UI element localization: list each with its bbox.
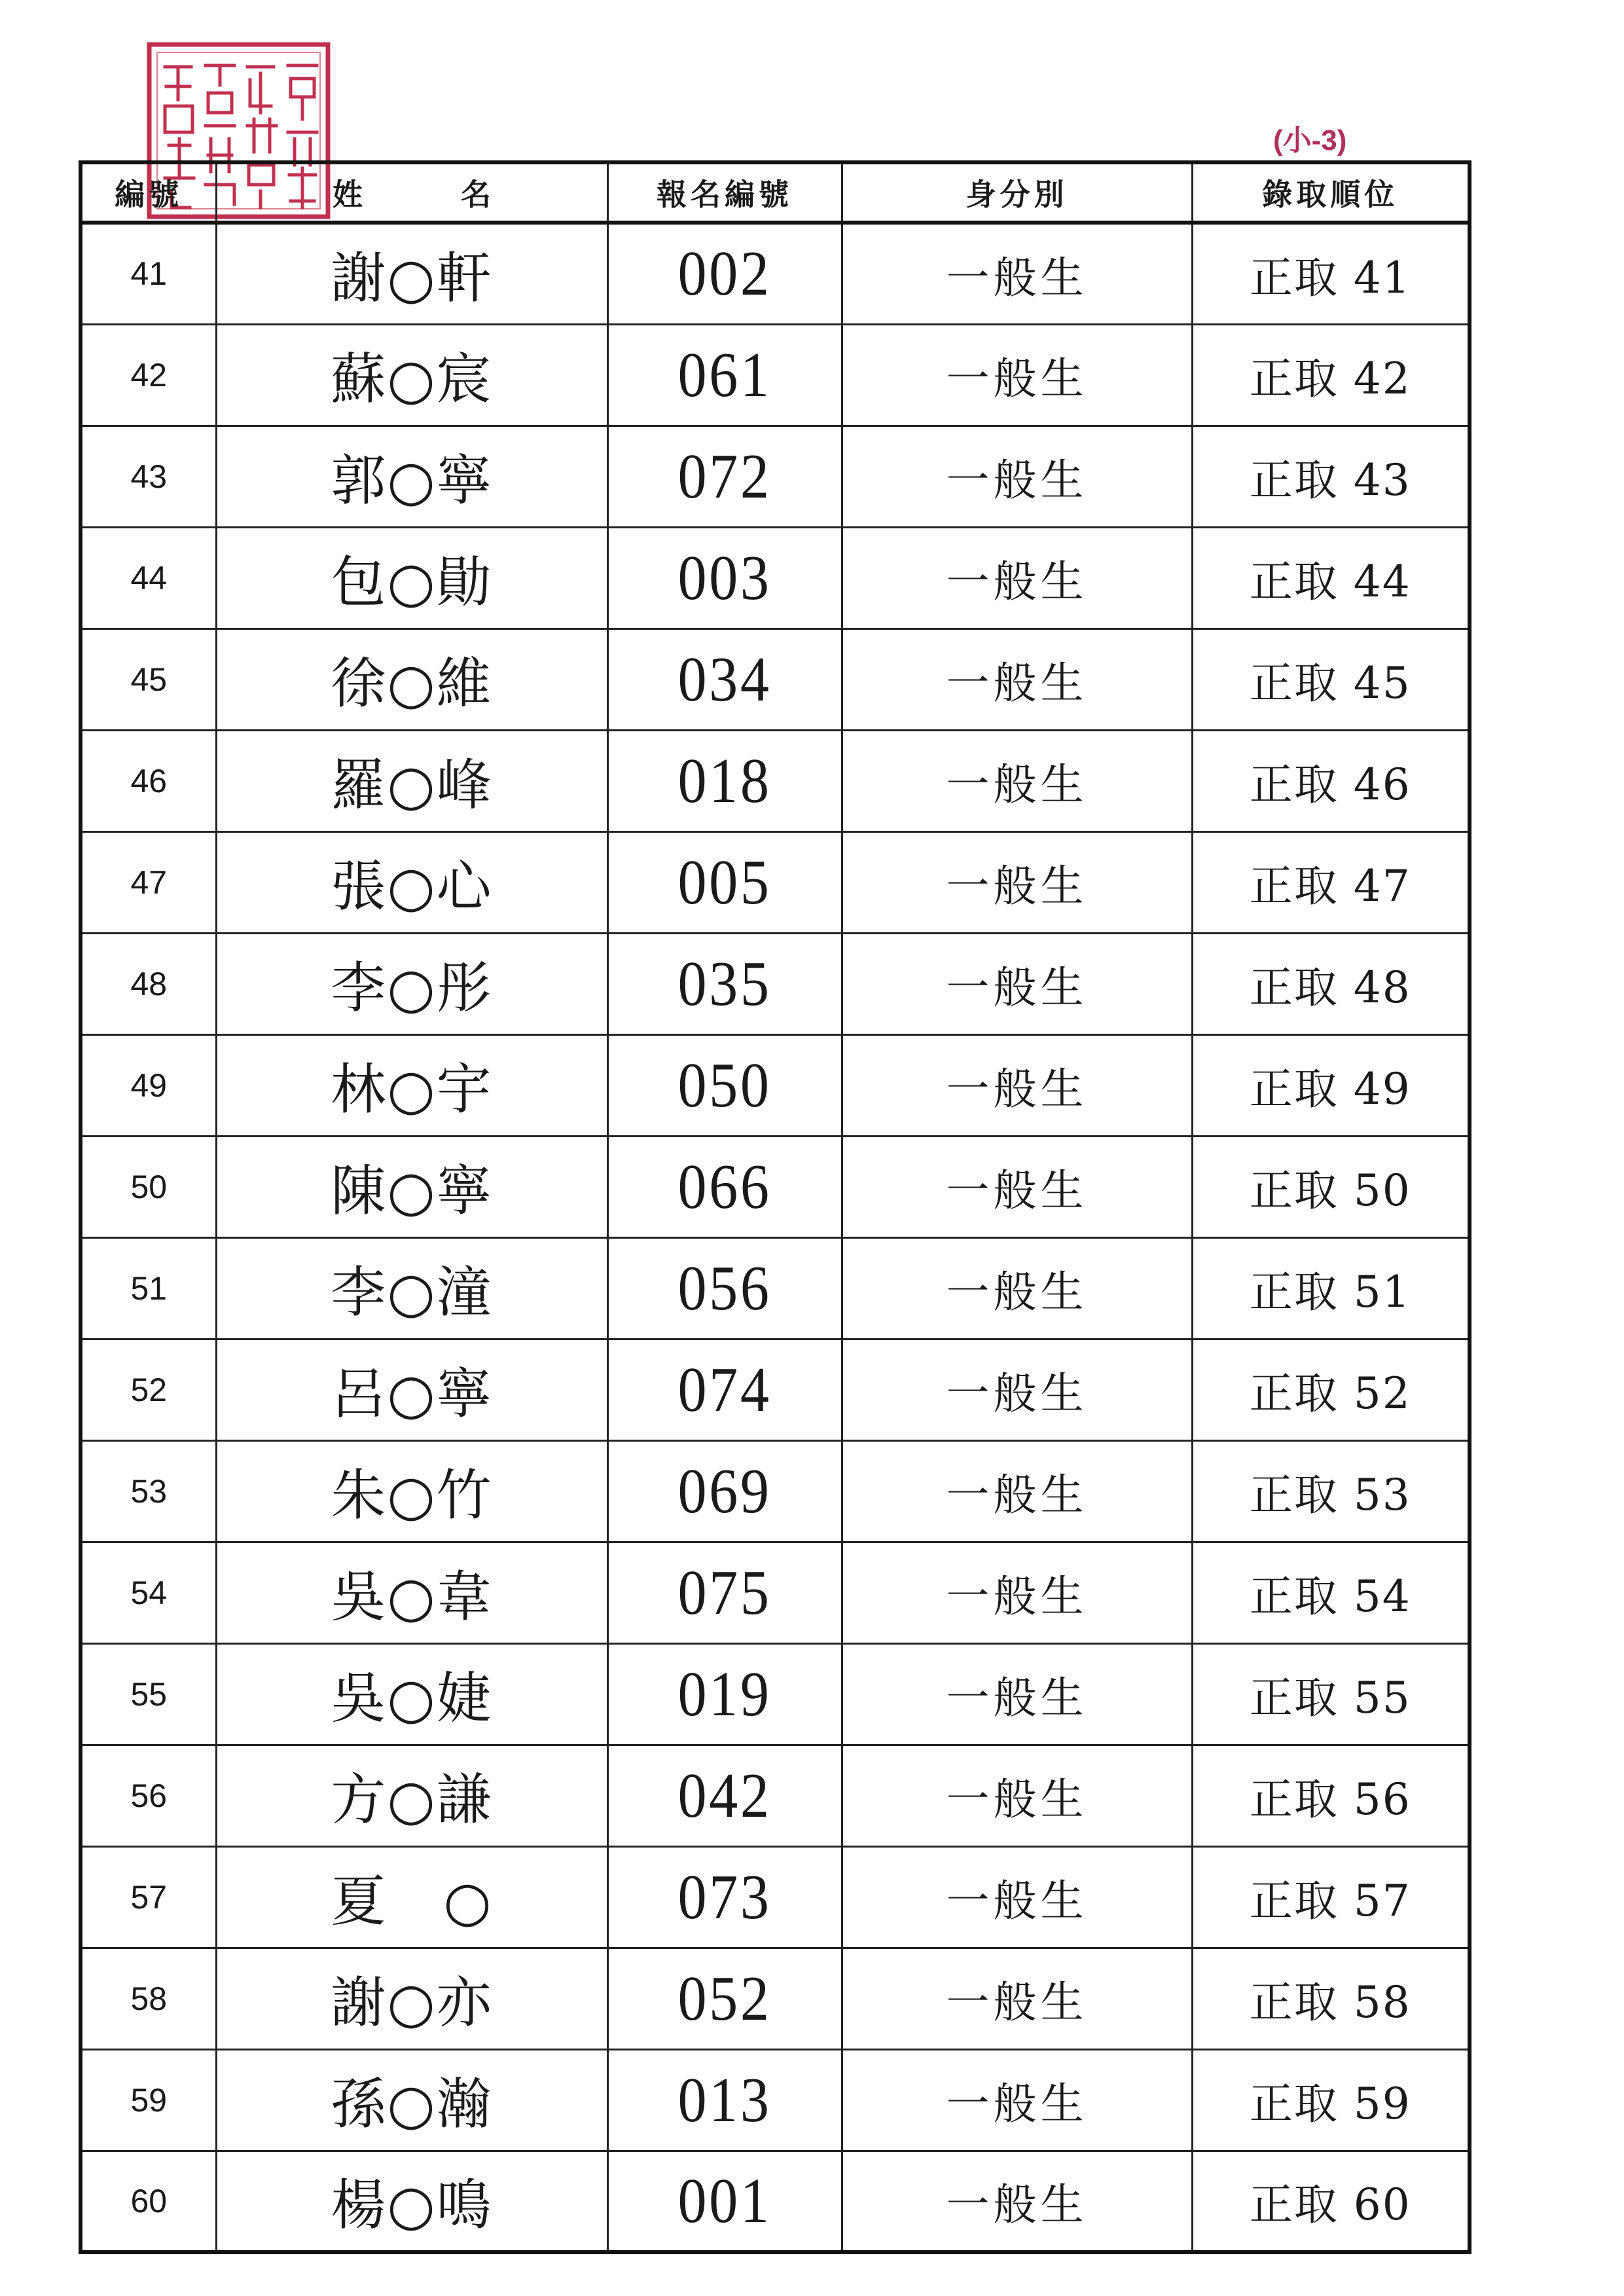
table-row	[81, 1745, 1470, 1846]
table-row	[81, 1440, 1470, 1542]
table-row	[81, 2151, 1470, 2252]
name-cell: 謝○亦	[216, 1948, 607, 2049]
table-row	[81, 1643, 1470, 1745]
category-cell: 一般生	[842, 629, 1192, 730]
rank-cell: 正取 48	[1192, 933, 1470, 1034]
table-body	[81, 223, 1470, 2252]
name-cell: 羅○峰	[216, 730, 607, 831]
rank-cell: 正取 60	[1192, 2151, 1470, 2252]
admission-roster-table	[79, 160, 1471, 2254]
category-cell: 一般生	[842, 324, 1192, 426]
seq-cell: 58	[81, 1948, 216, 2049]
header-category: 身分別	[842, 162, 1192, 223]
name-cell: 蘇○宸	[216, 324, 607, 426]
regno-cell: 056	[619, 1237, 830, 1339]
name-cell: 包○勛	[216, 527, 607, 629]
regno-cell: 018	[619, 730, 830, 831]
category-cell: 一般生	[842, 730, 1192, 831]
seq-cell: 42	[81, 324, 216, 426]
name-cell: 吳○韋	[216, 1542, 607, 1643]
regno-cell: 069	[619, 1440, 830, 1542]
seq-cell: 44	[81, 527, 216, 629]
table-row	[81, 426, 1470, 527]
seq-cell: 48	[81, 933, 216, 1034]
header-name	[216, 162, 607, 223]
rank-cell: 正取 58	[1192, 1948, 1470, 2049]
header-regno: 報名編號	[607, 162, 842, 223]
name-cell: 李○彤	[216, 933, 607, 1034]
category-cell: 一般生	[842, 2151, 1192, 2252]
seq-cell: 43	[81, 426, 216, 527]
category-cell: 一般生	[842, 1237, 1192, 1339]
category-cell: 一般生	[842, 933, 1192, 1034]
category-cell: 一般生	[842, 1846, 1192, 1948]
seq-cell: 52	[81, 1339, 216, 1440]
category-cell: 一般生	[842, 1745, 1192, 1846]
name-cell: 張○心	[216, 831, 607, 933]
header-name-right: 名	[461, 177, 491, 212]
table-row	[81, 1846, 1470, 1948]
rank-cell: 正取 44	[1192, 527, 1470, 629]
regno-cell: 034	[619, 629, 830, 730]
rank-cell: 正取 47	[1192, 831, 1470, 933]
rank-cell: 正取 56	[1192, 1745, 1470, 1846]
rank-cell: 正取 57	[1192, 1846, 1470, 1948]
regno-cell: 003	[619, 527, 830, 629]
seq-cell: 54	[81, 1542, 216, 1643]
category-cell: 一般生	[842, 831, 1192, 933]
category-cell: 一般生	[842, 1948, 1192, 2049]
seq-cell: 55	[81, 1643, 216, 1745]
rank-cell: 正取 53	[1192, 1440, 1470, 1542]
seq-cell: 57	[81, 1846, 216, 1948]
name-cell: 呂○寧	[216, 1339, 607, 1440]
table-row	[81, 1948, 1470, 2049]
table-row	[81, 933, 1470, 1034]
header-rank: 錄取順位	[1192, 162, 1470, 223]
category-cell: 一般生	[842, 223, 1192, 324]
category-cell: 一般生	[842, 426, 1192, 527]
category-cell: 一般生	[842, 1542, 1192, 1643]
table-row	[81, 629, 1470, 730]
regno-cell: 075	[619, 1542, 830, 1643]
rank-cell: 正取 52	[1192, 1339, 1470, 1440]
name-cell: 夏 ○	[216, 1846, 607, 1948]
name-cell: 方○謙	[216, 1745, 607, 1846]
table-row	[81, 1542, 1470, 1643]
header-name-left: 姓	[333, 177, 363, 212]
regno-cell: 035	[619, 933, 830, 1034]
name-cell: 朱○竹	[216, 1440, 607, 1542]
seq-cell: 45	[81, 629, 216, 730]
category-cell: 一般生	[842, 1136, 1192, 1237]
seq-cell: 56	[81, 1745, 216, 1846]
regno-cell: 061	[619, 324, 830, 426]
seq-cell: 59	[81, 2049, 216, 2151]
category-cell: 一般生	[842, 1440, 1192, 1542]
seq-cell: 47	[81, 831, 216, 933]
table-row	[81, 527, 1470, 629]
header-seq: 編號	[81, 162, 216, 223]
regno-cell: 066	[619, 1136, 830, 1237]
table-row	[81, 730, 1470, 831]
rank-cell: 正取 59	[1192, 2049, 1470, 2151]
name-cell: 楊○鳴	[216, 2151, 607, 2252]
table-header	[81, 162, 1470, 223]
seq-cell: 49	[81, 1034, 216, 1136]
table-row	[81, 831, 1470, 933]
regno-cell: 073	[619, 1846, 830, 1948]
regno-cell: 019	[619, 1643, 830, 1745]
table-row	[81, 223, 1470, 324]
name-cell: 李○潼	[216, 1237, 607, 1339]
name-cell: 吳○婕	[216, 1643, 607, 1745]
name-cell: 孫○瀚	[216, 2049, 607, 2151]
name-cell: 徐○維	[216, 629, 607, 730]
category-cell: 一般生	[842, 2049, 1192, 2151]
seq-cell: 50	[81, 1136, 216, 1237]
seq-cell: 60	[81, 2151, 216, 2252]
table-row	[81, 1136, 1470, 1237]
table-row	[81, 324, 1470, 426]
rank-cell: 正取 41	[1192, 223, 1470, 324]
seq-cell: 46	[81, 730, 216, 831]
regno-cell: 013	[619, 2049, 830, 2151]
rank-cell: 正取 42	[1192, 324, 1470, 426]
name-cell: 陳○寧	[216, 1136, 607, 1237]
category-cell: 一般生	[842, 527, 1192, 629]
category-cell: 一般生	[842, 1034, 1192, 1136]
rank-cell: 正取 46	[1192, 730, 1470, 831]
regno-cell: 001	[619, 2151, 830, 2252]
rank-cell: 正取 54	[1192, 1542, 1470, 1643]
regno-cell: 052	[619, 1948, 830, 2049]
rank-cell: 正取 50	[1192, 1136, 1470, 1237]
name-cell: 林○宇	[216, 1034, 607, 1136]
seq-cell: 41	[81, 223, 216, 324]
rank-cell: 正取 49	[1192, 1034, 1470, 1136]
rank-cell: 正取 51	[1192, 1237, 1470, 1339]
category-cell: 一般生	[842, 1643, 1192, 1745]
category-cell: 一般生	[842, 1339, 1192, 1440]
table-row	[81, 1237, 1470, 1339]
rank-cell: 正取 45	[1192, 629, 1470, 730]
name-cell: 郭○寧	[216, 426, 607, 527]
rank-cell: 正取 55	[1192, 1643, 1470, 1745]
regno-cell: 050	[619, 1034, 830, 1136]
regno-cell: 072	[619, 426, 830, 527]
rank-cell: 正取 43	[1192, 426, 1470, 527]
table-row	[81, 1034, 1470, 1136]
regno-cell: 005	[619, 831, 830, 933]
table-row	[81, 1339, 1470, 1440]
header-row	[81, 162, 1470, 223]
page-label: (小-3)	[1273, 124, 1347, 156]
seq-cell: 51	[81, 1237, 216, 1339]
name-cell: 謝○軒	[216, 223, 607, 324]
seq-cell: 53	[81, 1440, 216, 1542]
table-row	[81, 2049, 1470, 2151]
regno-cell: 002	[619, 223, 830, 324]
regno-cell: 042	[619, 1745, 830, 1846]
regno-cell: 074	[619, 1339, 830, 1440]
